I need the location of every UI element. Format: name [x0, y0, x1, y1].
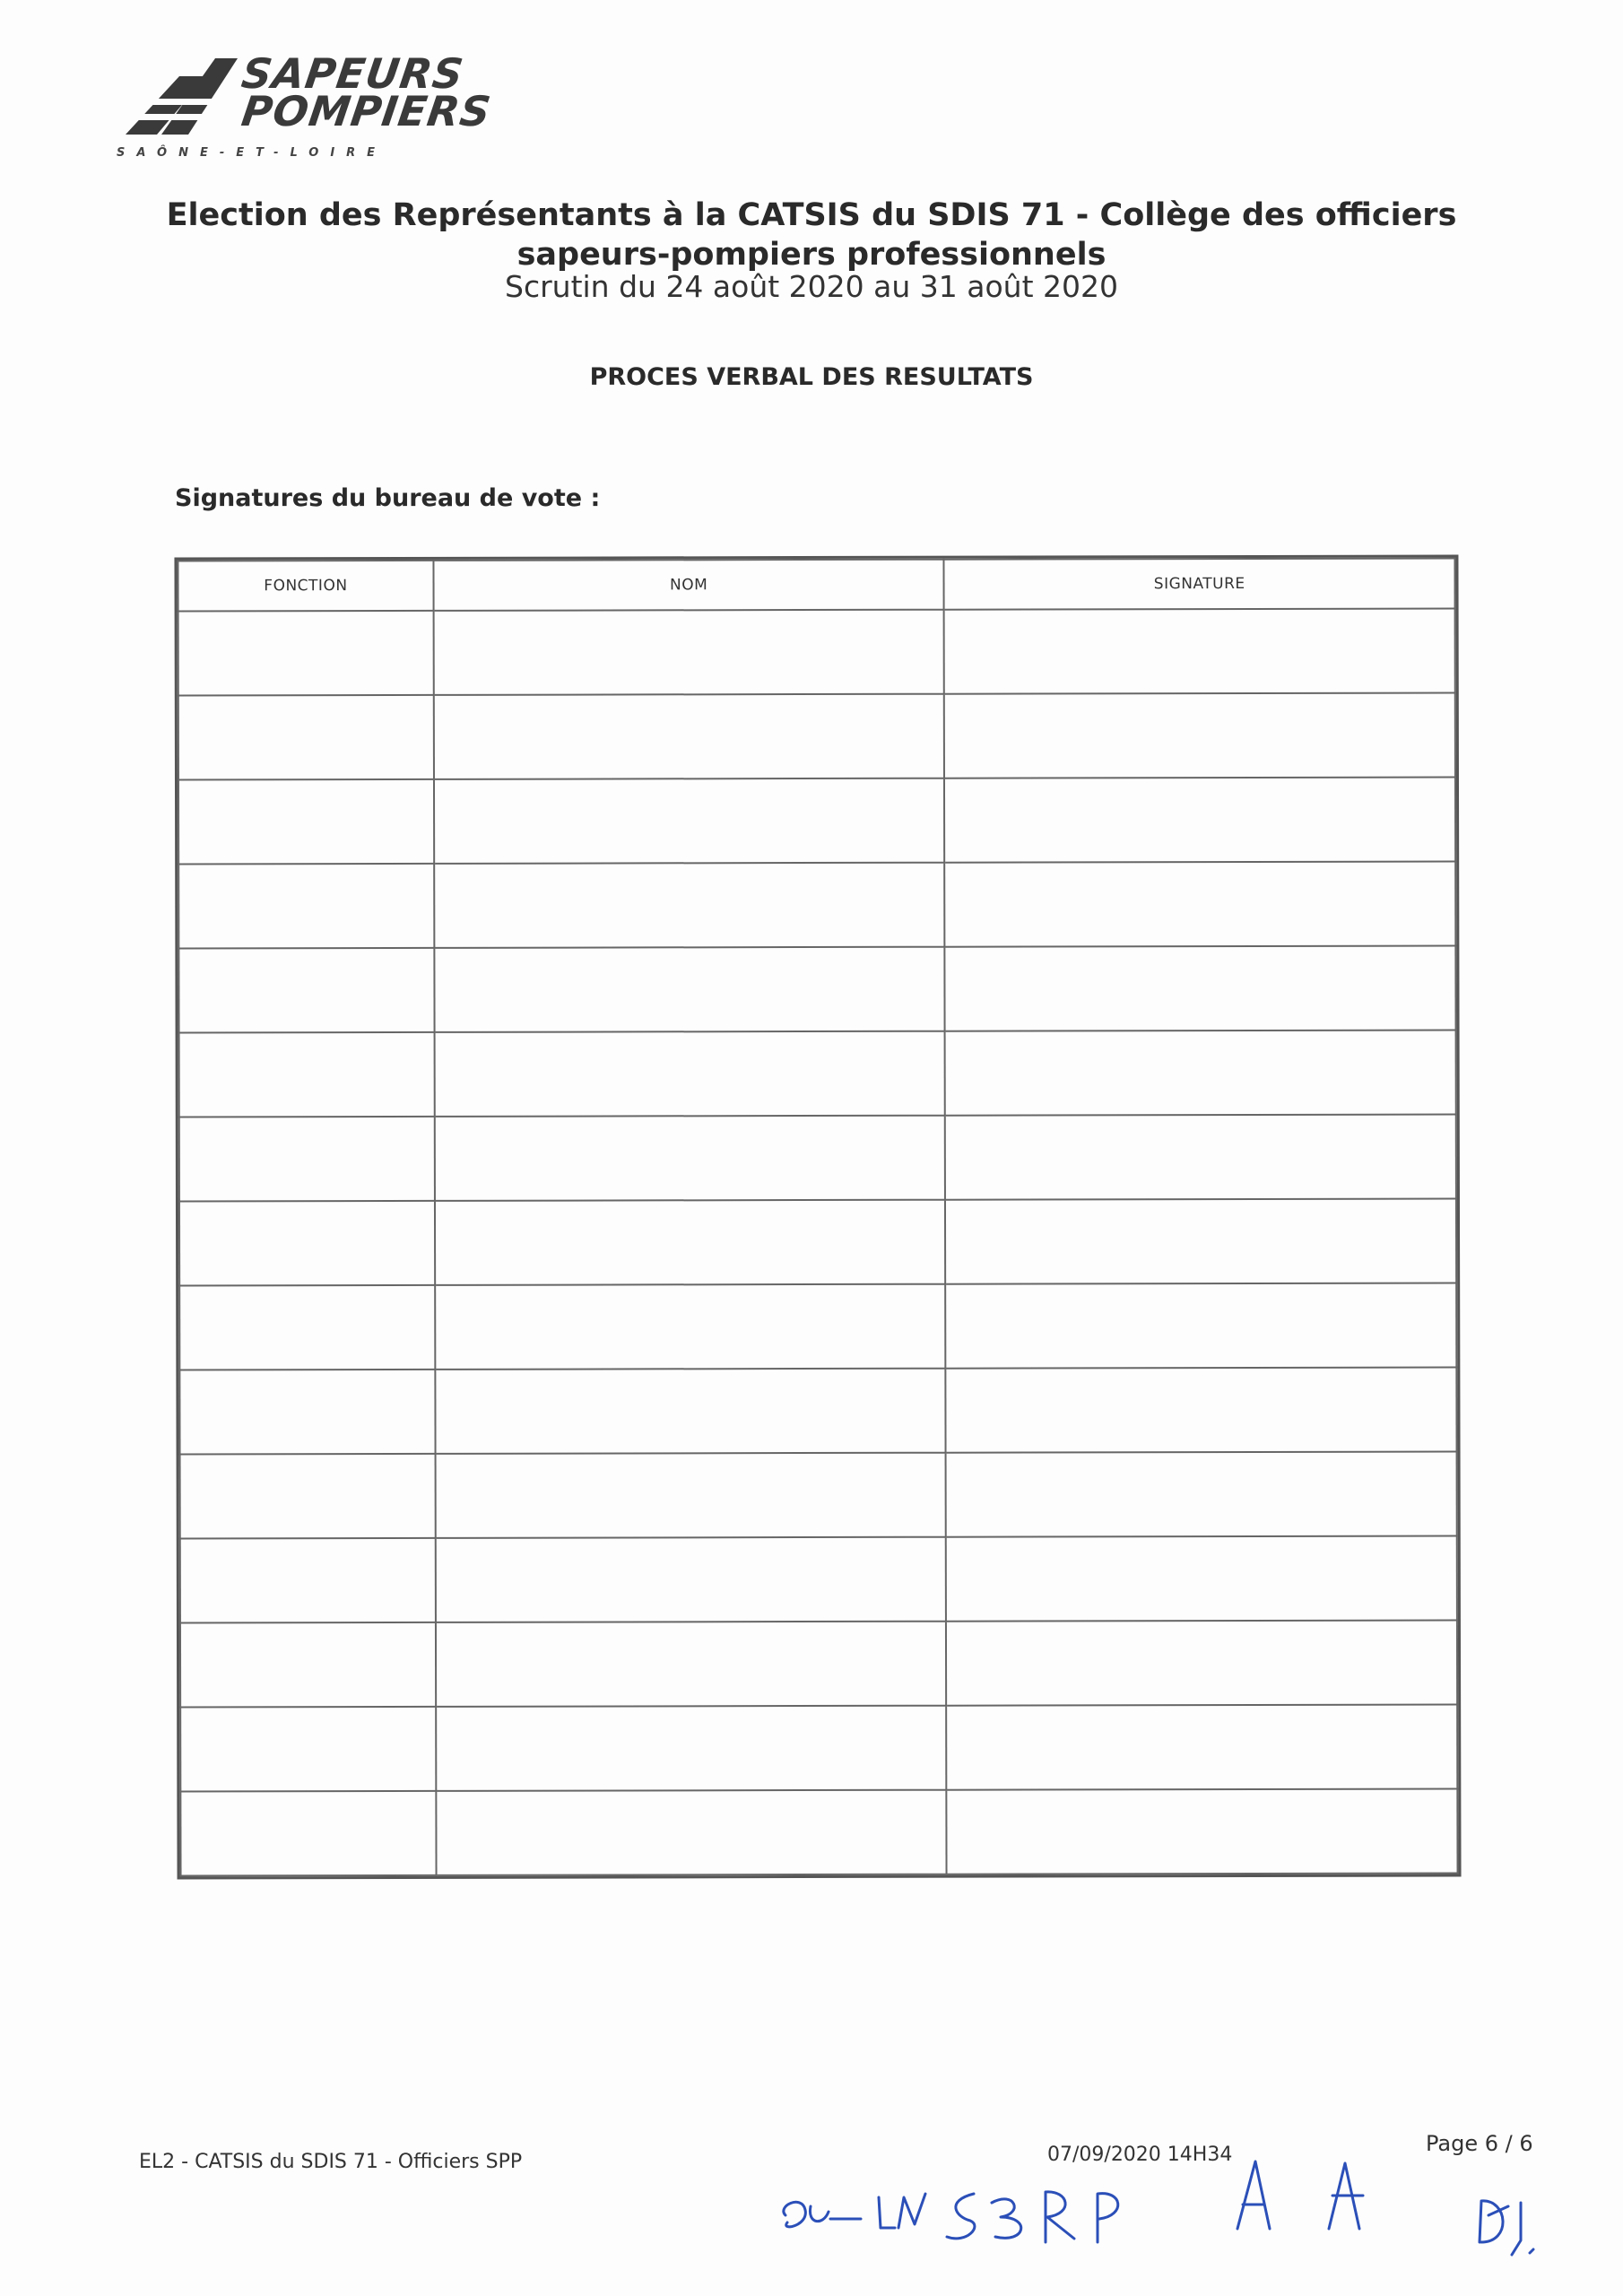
table-row	[180, 1789, 1457, 1876]
flame-swoosh-icon	[117, 49, 242, 139]
footer-page-number: Page 6 / 6	[1426, 2131, 1533, 2156]
handwritten-initials	[771, 2144, 1578, 2287]
signatures-label: Signatures du bureau de vote :	[175, 484, 601, 512]
nom-cell	[436, 1706, 947, 1791]
nom-cell	[435, 1200, 946, 1285]
logo-subtitle: SAÔNE-ET-LOIRE	[117, 146, 387, 160]
nom-cell	[434, 694, 945, 779]
nom-cell	[434, 778, 945, 864]
document-title: Election des Représentants à la CATSIS du SDIS 71 - Collège des officiers sapeurs-pompiers professionnels	[166, 197, 1457, 273]
table-row	[179, 1368, 1456, 1455]
signature-cell	[945, 1031, 1456, 1116]
table-row	[178, 946, 1455, 1033]
signature-cell	[945, 1115, 1456, 1200]
nom-cell	[436, 1622, 947, 1707]
signature-cell	[944, 693, 1455, 778]
fonction-cell	[180, 1791, 436, 1876]
signature-cell	[945, 1199, 1456, 1284]
signature-cell	[944, 609, 1455, 694]
table-row	[180, 1536, 1457, 1623]
nom-cell	[433, 610, 944, 695]
fonction-cell	[178, 695, 434, 780]
table-row	[179, 1283, 1456, 1370]
table-row	[180, 1705, 1457, 1792]
nom-cell	[435, 1284, 946, 1370]
footer-document-ref: EL2 - CATSIS du SDIS 71 - Officiers SPP	[139, 2151, 523, 2173]
footer-date: 07/09/2020 14H34	[1047, 2144, 1233, 2166]
sdis-logo	[117, 49, 495, 166]
nom-cell	[435, 1116, 946, 1201]
signature-cell	[946, 1368, 1457, 1453]
fonction-cell	[179, 1117, 435, 1202]
section-title: PROCES VERBAL DES RESULTATS	[589, 363, 1034, 391]
fonction-cell	[178, 779, 434, 865]
logo-text-pompiers: POMPIERS	[239, 87, 495, 135]
table-row	[178, 609, 1455, 696]
fonction-cell	[179, 1370, 435, 1455]
signature-cell	[947, 1789, 1458, 1874]
column-header-signature: SIGNATURE	[944, 559, 1455, 610]
fonction-cell	[179, 1285, 435, 1370]
fonction-cell	[180, 1622, 436, 1708]
nom-cell	[435, 1369, 946, 1454]
table-row	[178, 693, 1455, 780]
table-row	[179, 1199, 1456, 1286]
signature-cell	[946, 1621, 1457, 1706]
document-subtitle: Scrutin du 24 août 2020 au 31 août 2020	[505, 269, 1118, 304]
nom-cell	[434, 947, 945, 1032]
fonction-cell	[178, 948, 434, 1033]
column-header-fonction: FONCTION	[178, 561, 433, 612]
table-row	[178, 778, 1455, 865]
table-row	[180, 1621, 1457, 1708]
fonction-cell	[178, 611, 434, 696]
nom-cell	[434, 1031, 945, 1117]
nom-cell	[436, 1537, 947, 1622]
table-row	[178, 862, 1455, 949]
table-row	[179, 1031, 1456, 1118]
signature-cell	[947, 1705, 1458, 1790]
logo-text-sapeurs: SAPEURS	[239, 49, 467, 98]
signatures-table	[174, 555, 1461, 1880]
fonction-cell	[180, 1707, 436, 1792]
nom-cell	[435, 1453, 946, 1538]
fonction-cell	[180, 1538, 436, 1623]
signature-cell	[944, 778, 1455, 863]
signature-cell	[945, 862, 1456, 947]
fonction-cell	[178, 864, 434, 949]
signature-cell	[946, 1452, 1457, 1537]
column-header-nom: NOM	[433, 560, 944, 611]
nom-cell	[436, 1790, 947, 1875]
fonction-cell	[180, 1454, 436, 1539]
table-row	[179, 1115, 1456, 1202]
table-row	[180, 1452, 1457, 1539]
fonction-cell	[179, 1201, 435, 1286]
signature-cell	[945, 946, 1456, 1031]
signature-cell	[946, 1283, 1457, 1369]
table-header-row	[178, 559, 1454, 612]
signature-cell	[946, 1536, 1457, 1622]
fonction-cell	[179, 1032, 435, 1118]
nom-cell	[434, 863, 945, 948]
